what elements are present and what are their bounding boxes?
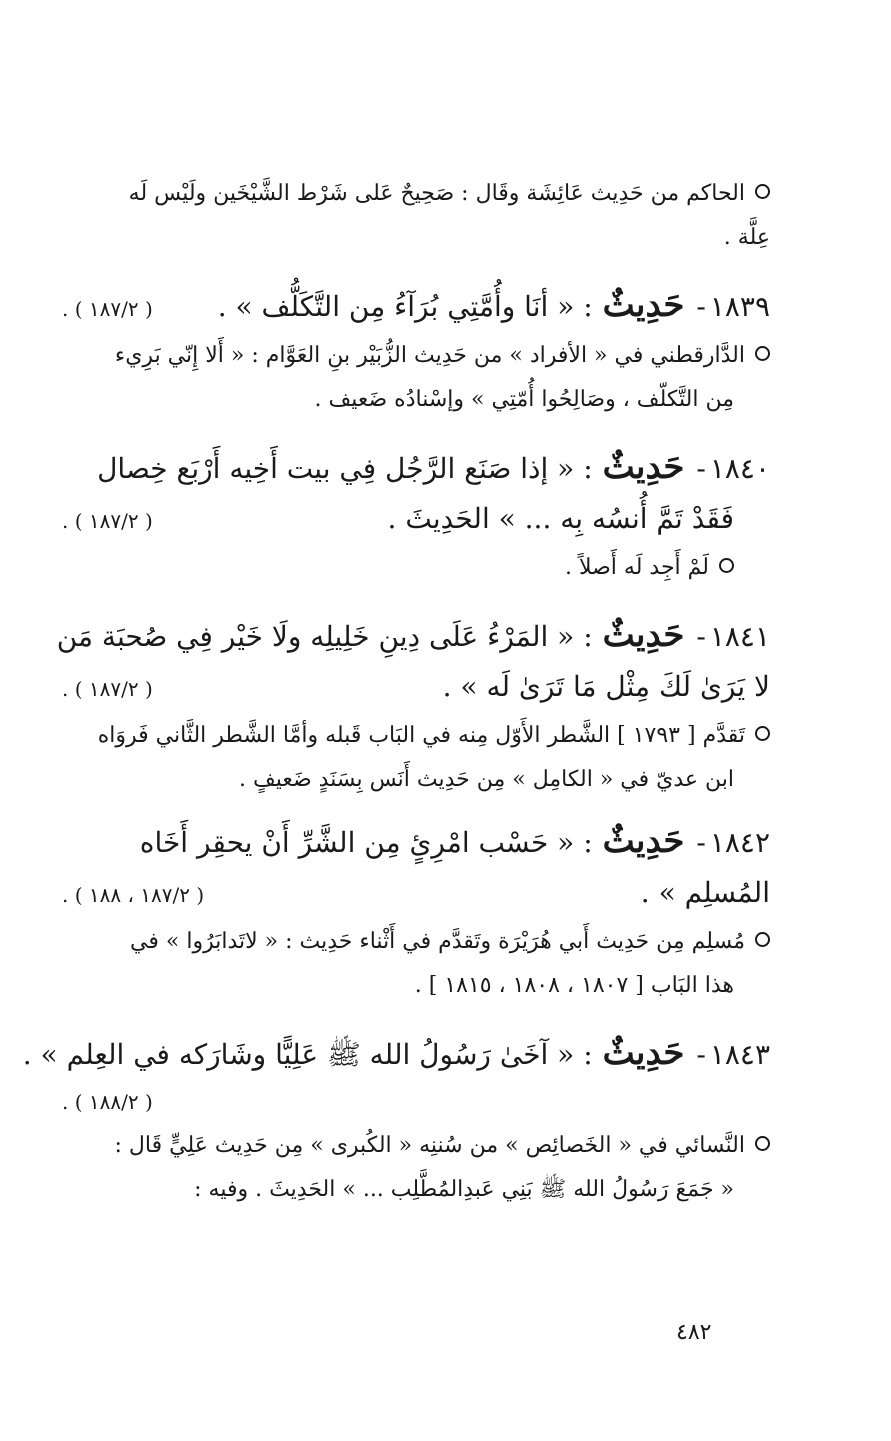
intro-note-text-1: الحاكم من حَدِيث عَائِشَة وقَال : صَحِيحٌ عَلى شَرْط الشَّيْخَين ولَيْس لَه — [128, 181, 745, 206]
hadith-entry-1839 — [62, 280, 770, 334]
hadith-note-line — [62, 964, 770, 1008]
intro-note-text-2: عِلَّة . — [723, 225, 770, 250]
page-body — [22, 172, 770, 1212]
hadith-keyword: حَدِيثٌ — [602, 1033, 685, 1073]
hadith-dash: - — [696, 620, 706, 653]
hadith-number: ١٨٤٠ — [709, 452, 770, 485]
hadith-reference-line — [62, 1080, 770, 1124]
hadith-text: : « حَسْب امْرِئٍ مِن الشَّرِّ أَنْ يحقِر أَخَاه — [139, 826, 593, 859]
note-circle-icon — [755, 346, 770, 361]
hadith-note-line — [62, 920, 770, 964]
hadith-text: : « المَرْءُ عَلَى دِينِ خَلِيلِه ولَا خَيْر فِي صُحبَة مَن — [56, 620, 593, 653]
hadith-reference: ( ١٨٧/٢ ، ١٨٨ ) . — [62, 883, 205, 907]
hadith-note-text: مِن التَّكلّف ، وصَالِحُوا أُمّتِي » وإسْنادُه ضَعيف . — [314, 387, 734, 412]
note-circle-icon — [755, 184, 770, 199]
hadith-note-text: هذا البَاب [ ١٨٠٧ ، ١٨٠٨ ، ١٨١٥ ] . — [414, 973, 734, 998]
hadith-note-line — [62, 334, 770, 378]
note-circle-icon — [755, 932, 770, 947]
hadith-number: ١٨٤٢ — [709, 826, 770, 859]
hadith-reference: ( ١٨٨/٢ ) . — [62, 1090, 153, 1114]
hadith-text: لا يَرَىٰ لَكَ مِثْل مَا تَرَىٰ لَه » . — [442, 670, 770, 703]
hadith-reference: ( ١٨٧/٢ ) . — [62, 297, 153, 321]
hadith-note-text: مُسلِم مِن حَدِيث أَبي هُرَيْرَة وتَقدَّم في أَثْناء حَدِيث : « لاتَدابَرُوا » في — [130, 929, 745, 954]
intro-note-line-1 — [62, 172, 770, 216]
hadith-note-line — [62, 714, 770, 758]
hadith-keyword: حَدِيثٌ — [602, 285, 685, 325]
note-circle-icon — [755, 726, 770, 741]
hadith-number: ١٨٤١ — [709, 620, 770, 653]
hadith-reference: ( ١٨٧/٢ ) . — [62, 509, 153, 533]
hadith-dash: - — [696, 826, 706, 859]
hadith-text-continuation — [62, 662, 770, 714]
hadith-keyword: حَدِيثٌ — [602, 615, 685, 655]
hadith-entry-1840 — [62, 442, 770, 494]
hadith-note-text: لَمْ أَجِد لَه أَصلاً . — [565, 555, 709, 580]
hadith-text: : « أنَا وأُمَّتِي بُرَآءُ مِن التَّكَلُّف » . — [217, 290, 593, 323]
page-number: ٤٨٢ — [676, 1320, 712, 1345]
hadith-dash: - — [696, 290, 706, 323]
hadith-note-text: الدَّارقطني في « الأفراد » من حَدِيث الزُّبَيْر بنِ العَوَّام : « أَلا إِنّي بَرِيء — [114, 343, 745, 368]
hadith-reference: ( ١٨٧/٢ ) . — [62, 677, 153, 701]
hadith-note-text: النَّسائي في « الخَصائِص » من سُننِه « الكُبرى » مِن حَدِيث عَلِيٍّ قَال : — [114, 1133, 745, 1158]
hadith-number: ١٨٤٣ — [709, 1038, 770, 1071]
hadith-entry-1842 — [62, 816, 770, 868]
intro-note-line-2 — [62, 216, 770, 260]
hadith-text: فَقَدْ تَمَّ أُنسُه بِه ... » الحَدِيثَ . — [387, 502, 734, 535]
hadith-note-line — [62, 758, 770, 802]
note-circle-icon — [719, 558, 734, 573]
hadith-note-text: ابن عديّ في « الكامِل » مِن حَدِيث أَنَس بِسَنَدٍ ضَعيفٍ . — [238, 767, 734, 792]
hadith-note-line — [62, 378, 770, 422]
hadith-note-line — [62, 1168, 770, 1212]
hadith-text-continuation — [62, 868, 770, 920]
hadith-text-continuation — [62, 494, 770, 546]
note-circle-icon — [755, 1136, 770, 1151]
hadith-note-line — [62, 1124, 770, 1168]
hadith-dash: - — [696, 1038, 706, 1071]
hadith-keyword: حَدِيثٌ — [602, 821, 685, 861]
hadith-number: ١٨٣٩ — [709, 290, 770, 323]
hadith-text: : « إذا صَنَع الرَّجُل فِي بيت أَخِيه أَرْبَع خِصال — [97, 452, 593, 485]
hadith-entry-1843 — [22, 1028, 770, 1080]
hadith-text: : « آخَىٰ رَسُولُ الله ﷺ عَلِيًّا وشَارَكه في العِلم » . — [22, 1038, 593, 1071]
hadith-text: المُسلِم » . — [640, 876, 770, 909]
hadith-dash: - — [696, 452, 706, 485]
hadith-note-text: تَقدَّم [ ١٧٩٣ ] الشَّطر الأَوّل مِنه في البَاب قَبله وأمَّا الشَّطر الثَّاني فَروَاه — [97, 723, 745, 748]
hadith-note-text: « جَمَعَ رَسُولُ الله ﷺ بَنِي عَبدِالمُطَّلِب ... » الحَدِيثَ . وفيه : — [194, 1177, 734, 1202]
hadith-entry-1841 — [56, 610, 770, 662]
hadith-note-line — [62, 546, 770, 590]
hadith-keyword: حَدِيثٌ — [602, 447, 685, 487]
